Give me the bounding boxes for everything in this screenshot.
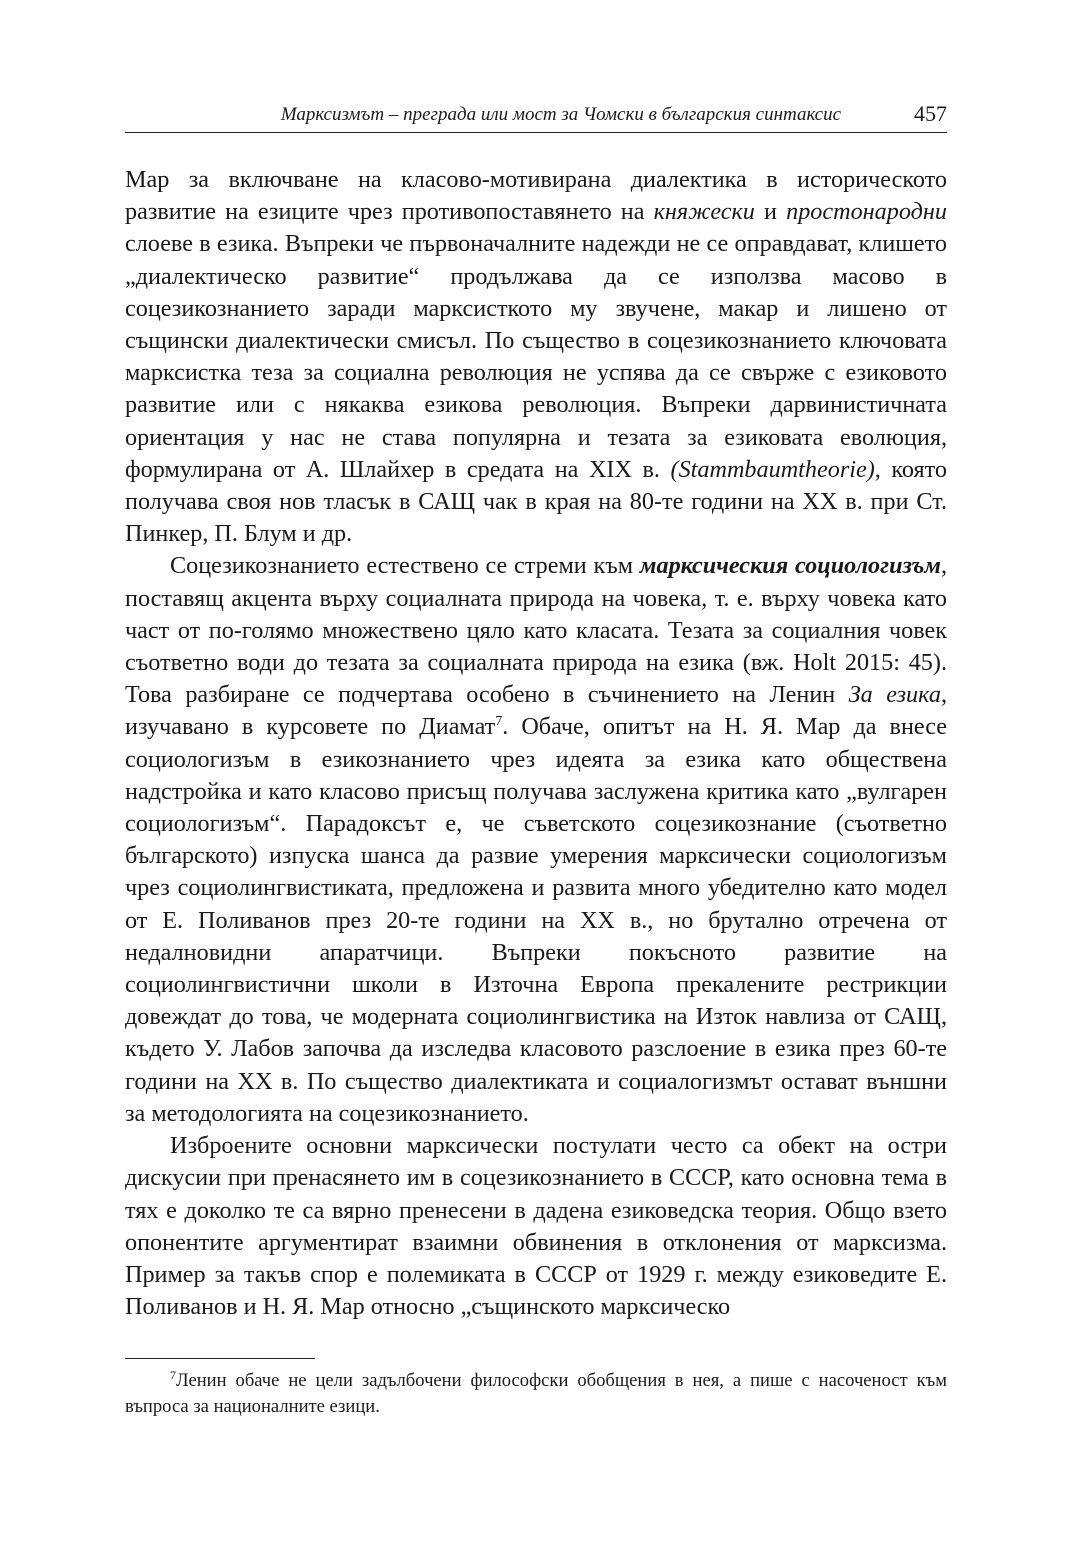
text-run: , поставящ акцента върху социалната природа на човека, т. е. върху човека като част от по-голямо множествено цяло като класата. Тезата за социалния човек съответно води до тезата за социалната природа на езика (вж. Holt 2015: 45). Това разбиране се подчертава особено в съчинението на Ленин — [125, 552, 947, 709]
text-run: , изучавано в курсовете по Диамат — [125, 681, 947, 741]
body-text — [125, 164, 947, 1323]
page-number: 457 — [914, 101, 947, 126]
bold-italic-term: марксическия социологизъм — [639, 552, 941, 580]
text-run: . Обаче, опитът на Н. Я. Мар да внесе социологизъм в езикознанието чрез идеята за езика като обществена надстройка и като класово присъщ получава заслужена критика като „вулгарен социологизъм“. Парадоксът е, че съветското соцезикознание (съответно българското) изпуска шанса да развие умерения марксически социологизъм чрез социолингвистиката, предложена и развита много убедително като модел от Е. Поливанов през 20-те години на XX в., но брутално отречена от недалновидни апаратчици. Въпреки покъсното развитие на социолингвистични школи в Източна Европа прекалените рестрикции довеждат до това, че модерната социолингвистика на Изток навлиза от САЩ, където У. Лабов започва да изследва класовото разслоение в езика през 60-те години на XX в. По същество диалектиката и социалогизмът остават външни за методологията на соцезикознанието. — [125, 713, 947, 1127]
italic-term-stammbaumtheorie: (Stammbaumtheorie) — [670, 455, 875, 483]
footnote-text-block — [125, 1368, 947, 1420]
text-run: Изброените основни марксически постулати често са обект на остри дискусии при пренасянето им в соцезикознанието в СССР, като основна тема в тях е доколко те са вярно пренесени в дадена езиковедска теория. Общо взето опонентите аргументират взаимни обвинения в отклонения от марксизма. Пример за такъв спор е полемиката в СССР от 1929 г. между езиковедите Е. Поливанов и Н. Я. Мар относно „същинското марксическо — [125, 1132, 947, 1321]
text-run: Мар за включване на класово-мотивирана диалектика в историческото развитие на езиците чрез противопоставянето на — [125, 166, 947, 226]
italic-term-knyazheski: княжески — [653, 198, 755, 226]
paragraph-2 — [125, 550, 947, 1130]
footnote-text: Ленин обаче не цели задълбочени философски обобщения в нея, а пише с насоченост към въпроса за националните езици. — [125, 1370, 947, 1417]
paragraph-1 — [125, 164, 947, 550]
italic-title-za-ezika: За езика — [848, 681, 941, 709]
footnote-number: 7 — [170, 1368, 176, 1382]
text-run: и — [754, 198, 787, 226]
running-title: Марксизмът – преграда или мост за Чомски в българския синтаксис — [280, 104, 841, 125]
italic-term-prostonarodni: простонародни — [786, 198, 947, 226]
text-run: , която получава своя нов тласък в САЩ чак в края на 80-те години на XX в. при Ст. Пинкер, П. Блум и др. — [125, 455, 947, 548]
text-run: слоеве в езика. Въпреки че първоначалните надежди не се оправдават, клишето „диалектическо развитие“ продължава да се използва масово в соцезикознанието заради марксисткото му звучене, макар и лишено от същински диалектически смисъл. По същество в соцезикознанието ключовата марксистка теза за социална революция не успява да се свърже с езиковото развитие или с някаква езикова революция. Въпреки дарвинистичната ориентация у нас не става популярна и тезата за езиковата еволюция, формулирана от А. Шлайхер в средата на XIX в. — [125, 230, 947, 483]
footnote-divider — [125, 1358, 315, 1359]
footnote-reference[interactable]: 7 — [495, 714, 503, 730]
running-header — [125, 98, 947, 133]
paragraph-3 — [125, 1130, 947, 1323]
text-run: Соцезикознанието естествено се стреми към — [170, 552, 640, 580]
footnote — [125, 1368, 947, 1420]
